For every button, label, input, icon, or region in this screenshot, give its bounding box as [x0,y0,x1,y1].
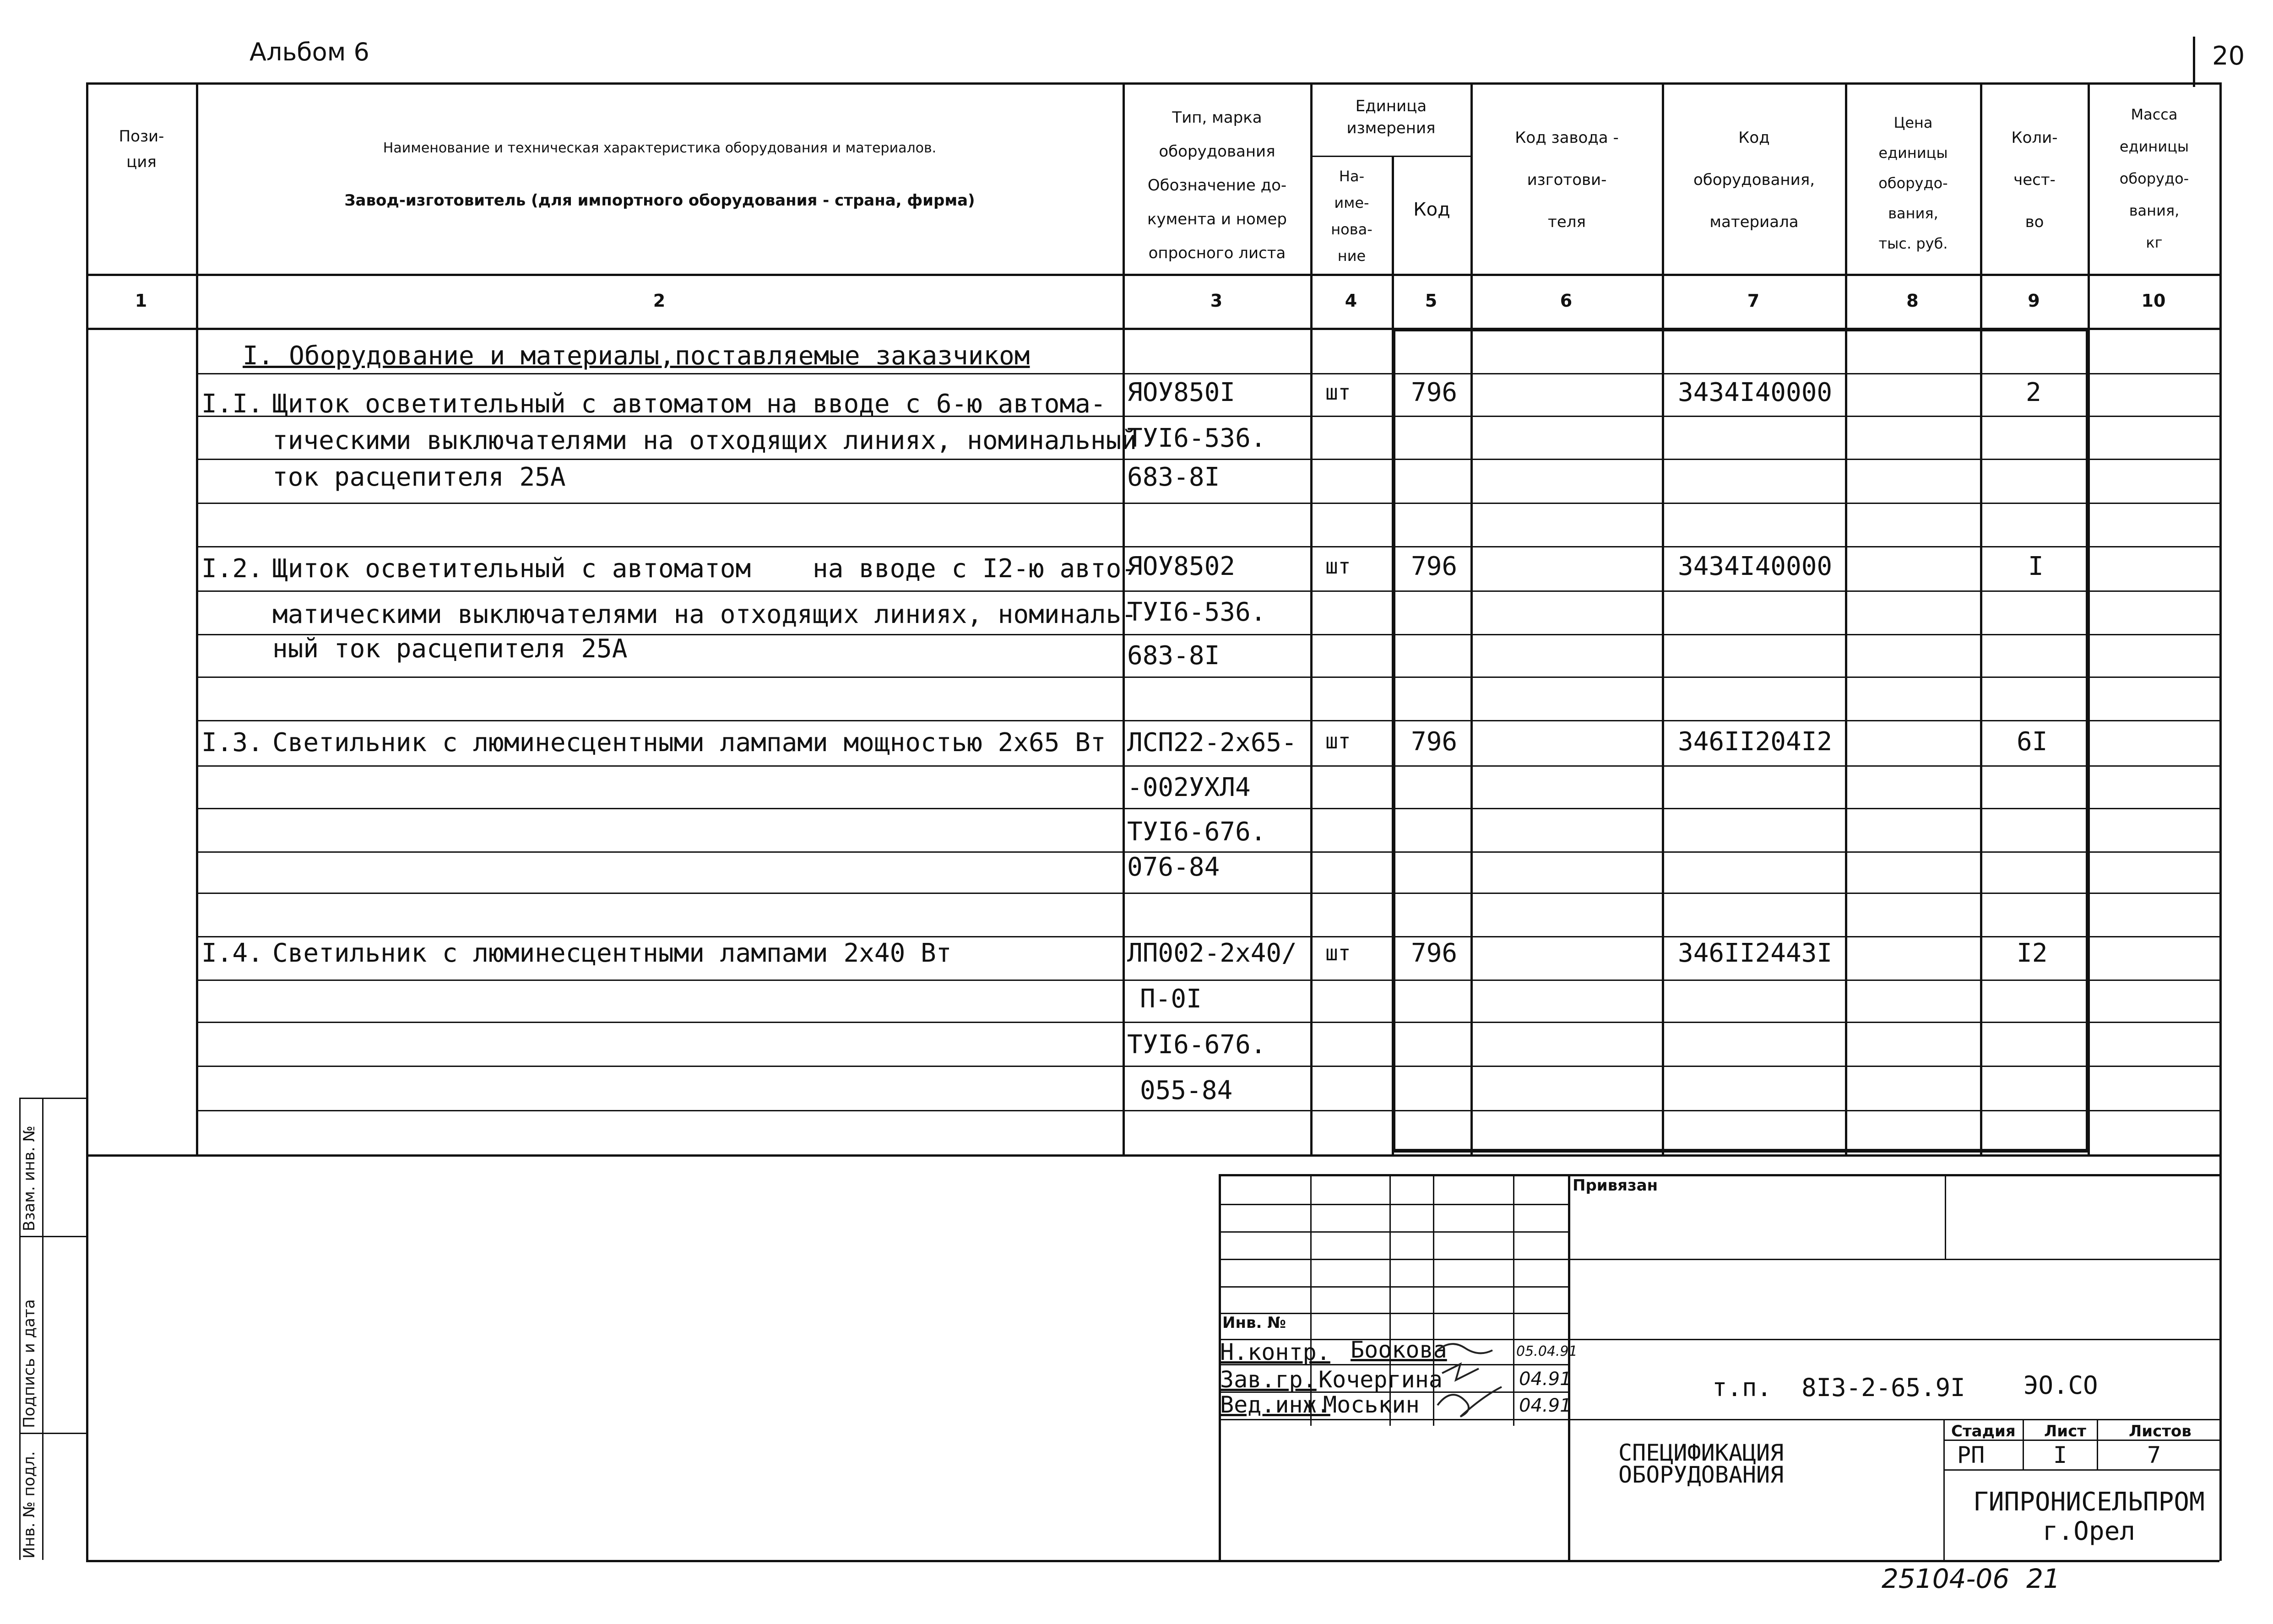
col-num-10: 10 [2141,291,2166,311]
row-material-code: 346II204I2 [1678,727,1833,757]
section-title: I. Оборудование и материалы,поставляемые заказчиком [243,341,1030,371]
col-num-7: 7 [1747,291,1760,311]
row-code: 796 [1411,727,1458,757]
row-type: ТУI6-536. [1127,597,1266,627]
row-name-line: Щиток осветительный с автоматом на вводе с 6-ю автома- [272,389,1106,419]
row-unit: шт [1325,380,1351,405]
header-unit-code: Код [1413,199,1450,220]
row-type: 055-84 [1140,1076,1233,1105]
row-material-code: 346II2443I [1678,938,1833,968]
row-name-line: Щиток осветительный с автоматом на вводе с I2-ю авто- [272,554,1137,584]
row-type: -002УХЛ4 [1127,773,1251,802]
name-kochergina: Кочергина [1318,1366,1443,1393]
row-type: ТУI6-676. [1127,1030,1266,1060]
row-qty: I2 [2017,938,2048,968]
row-type: ЯОУ8502 [1127,552,1236,581]
row-unit: шт [1325,941,1351,965]
sheet-label: Лист [2044,1422,2086,1440]
row-pos: I.4. [201,938,263,968]
privyazan-label: Привязан [1573,1176,1658,1195]
row-pos: I.2. [201,554,263,584]
row-qty: 6I [2017,727,2048,757]
sheets-label: Листов [2129,1422,2192,1440]
header-factory-code: Код завода - изготови- теля [1515,129,1619,231]
row-unit: шт [1325,729,1351,753]
sheet-value: I [2053,1442,2067,1468]
side-label-inv-podl: Инв. № подл. [20,1451,38,1559]
col-num-3: 3 [1210,291,1223,311]
row-pos: I.I. [201,389,263,419]
row-qty: 2 [2026,378,2041,407]
row-qty: I [2028,552,2044,581]
header-qty: Коли- чест- во [2011,129,2058,231]
col-num-5: 5 [1425,291,1438,311]
doc-code: т.п. 8I3-2-65.9I [1712,1373,1965,1402]
role-n-kontr: Н.контр. [1220,1339,1330,1365]
page-number-divider [2193,37,2195,87]
header-type: Тип, марка оборудования Обозначение до- кумента и номер опросного листа [1147,108,1287,262]
row-code: 796 [1411,552,1458,581]
col-num-1: 1 [135,291,147,311]
col-num-9: 9 [2028,291,2040,311]
header-mass: Масса единицы оборудо- вания, кг [2119,106,2189,251]
col-num-6: 6 [1560,291,1573,311]
date-3: 04.91 [1519,1395,1572,1416]
row-unit: шт [1325,554,1351,579]
row-pos: I.3. [201,728,263,758]
header-price: Цена единицы оборудо- вания, тыс. руб. [1878,114,1948,252]
row-type: ЛСП22-2х65- [1127,728,1297,758]
row-code: 796 [1411,938,1458,968]
side-label-signature-date: Подпись и дата [20,1299,38,1428]
row-type: ТУI6-536. [1127,423,1266,453]
row-material-code: 3434I40000 [1678,552,1833,581]
row-type: ТУI6-676. [1127,817,1266,847]
album-label: Альбом 6 [250,38,369,66]
col-num-4: 4 [1345,291,1357,311]
doc-mark: ЭО.СО [2023,1371,2098,1400]
row-name-line: матическими выключателями на отходящих линиях, номиналь- [272,600,1137,629]
stage-value: РП [1957,1442,1985,1468]
row-type: П-0I [1140,984,1202,1014]
row-code: 796 [1411,378,1458,407]
row-name-line: Светильник с люминесцентными лампами мощностью 2х65 Вт [272,728,1106,758]
header-name-1: Наименование и техническая характеристика оборудования и материалов. [383,140,937,156]
footer-handwritten: 25104-06 21 [1882,1563,2060,1594]
row-name-line: тическими выключателями на отходящих линиях, номинальный [272,426,1137,455]
date-2: 04.91 [1519,1369,1572,1390]
header-pos: Пози- ция [119,127,164,171]
header-name-2: Завод-изготовитель (для импортного оборудования - страна, фирма) [344,191,975,210]
name-moskin: Моськин [1323,1391,1420,1418]
col-num-2: 2 [653,291,666,311]
row-type: ЛП002-2х40/ [1127,938,1297,968]
doc-title: СПЕЦИФИКАЦИЯ ОБОРУДОВАНИЯ [1618,1440,1784,1488]
page-number: 20 [2212,41,2245,71]
row-name-line: ток расцепителя 25А [272,462,566,492]
role-zav-gr: Зав.гр. [1220,1366,1317,1393]
row-name-line: Светильник с люминесцентными лампами 2х40 Вт [272,938,952,968]
row-type: 683-8I [1127,462,1220,492]
header-unit: Единица измерения [1346,97,1436,137]
role-ved-inzh: Вед.инж. [1220,1391,1330,1418]
header-material-code: Код оборудования, материала [1693,129,1815,231]
header-unit-name: На- име- нова- ние [1331,168,1372,265]
row-type: ЯОУ850I [1127,378,1236,407]
col-num-8: 8 [1906,291,1919,311]
name-bookova: Боокова [1351,1337,1447,1363]
sheets-value: 7 [2147,1442,2161,1468]
org-name: ГИПРОНИСЕЛЬПРОМ г.Орел [1973,1487,2205,1546]
row-name-line: ный ток расцепителя 25А [272,634,628,664]
row-material-code: 3434I40000 [1678,378,1833,407]
inv-no-label: Инв. № [1222,1314,1286,1332]
row-type: 683-8I [1127,641,1220,671]
row-type: 076-84 [1127,852,1220,882]
side-label-vzam-inv: Взам. инв. № [20,1126,38,1231]
date-1: 05.04.91 [1516,1343,1578,1359]
stage-label: Стадия [1951,1422,2016,1440]
signature-icon [1433,1337,1513,1424]
